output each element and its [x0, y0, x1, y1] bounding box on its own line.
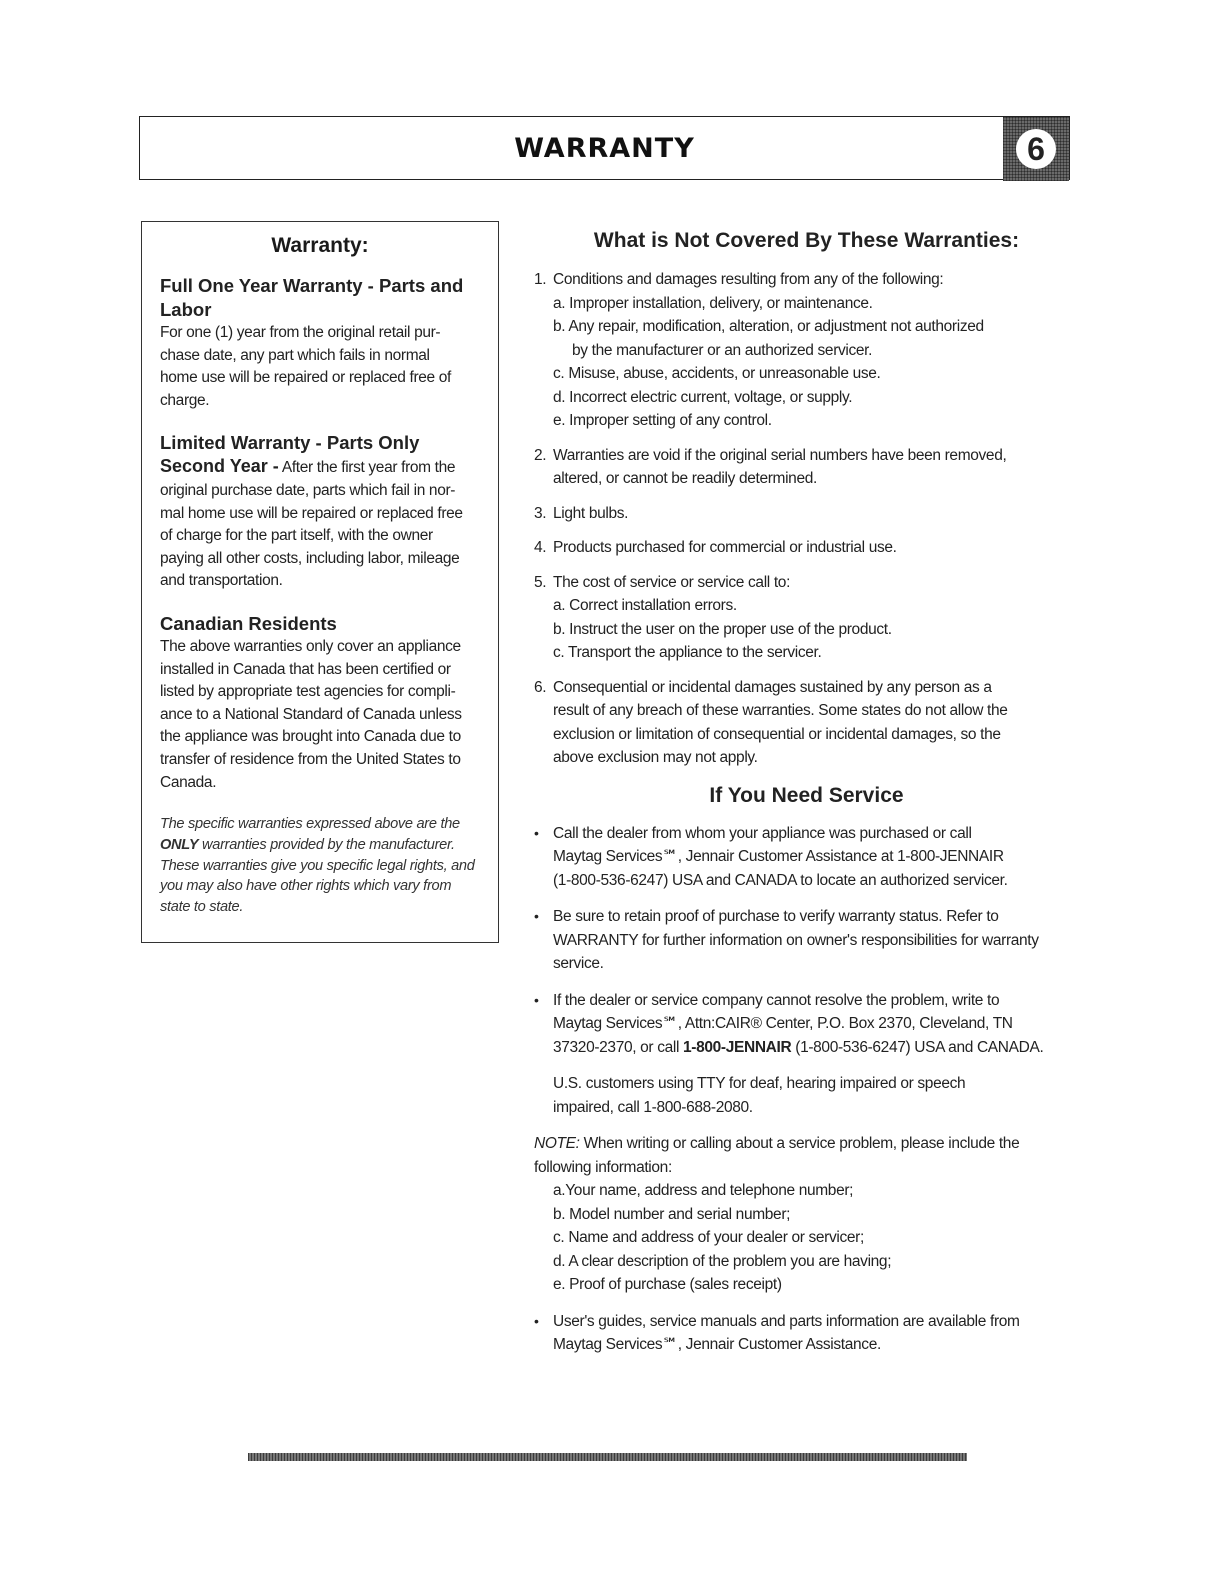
list-item: 4. Products purchased for commercial or industrial use.: [534, 539, 897, 556]
list-item: 2. Warranties are void if the original serial numbers have been removed, altered, or cannot be readily determined.: [534, 446, 1007, 487]
limited-warranty-heading: Limited Warranty - Parts Only: [160, 432, 420, 454]
warranty-box-title: Warranty:: [271, 234, 369, 257]
list-item: • Be sure to retain proof of purchase to verify warranty status. Refer to WARRANTY for further information on owner's responsibilities for warranty service.: [534, 908, 1039, 972]
note-block: NOTE: When writing or calling about a service problem, please include the following information: a.Your name, address and telephone number; b. Model number and serial number; c. Name and address of your dealer or servicer; d. A clear description of the problem you are having; e. Proof of purchase (sales receipt): [534, 1135, 1020, 1293]
list-item: 3. Light bulbs.: [534, 504, 629, 522]
list-item: • User's guides, service manuals and parts information are available from Maytag Services℠, Jennair Customer Assistance.: [534, 1312, 1020, 1353]
full-warranty-heading: Full One Year Warranty - Parts and Labor: [160, 275, 464, 320]
not-covered-heading: What is Not Covered By These Warranties:: [593, 229, 1020, 252]
list-item: • If the dealer or service company cannot resolve the problem, write to Maytag Services℠, Attn:CAIR® Center, P.O. Box 2370, Cleveland, TN 37320-2370, or call 1-800-JENNAIR (1-800-536-6247) USA and CANADA.: [534, 991, 1044, 1056]
section-header: [139, 116, 1070, 180]
canadian-residents-text: The above warranties only cover an appliance installed in Canada that has been certified or listed by appropriate test agencies for compli- ance to a National Standard of Canada unless the appliance was brought into Canada due to transfer of residence from the United States to Canada.: [160, 637, 462, 791]
right-column: [534, 229, 1079, 1370]
chapter-badge: [1003, 117, 1069, 181]
list-item: • Call the dealer from whom your appliance was purchased or call Maytag Services℠, Jennair Customer Assistance at 1-800-JENNAIR (1-800-536-6247) USA and CANADA to locate an authorized servicer.: [534, 824, 1008, 889]
list-item: 6. Consequential or incidental damages sustained by any person as a result of any breach of these warranties. Some states do not allow the exclusion or limitation of consequential or incidental damages, so the above exclusion may not apply.: [534, 678, 1008, 766]
service-heading: If You Need Service: [709, 783, 904, 807]
warranty-disclaimer: The specific warranties expressed above are the ONLY warranties provided by the manufacturer. These warranties give you specific legal rights, and you may also have other rights which vary from state to state.: [160, 816, 475, 916]
second-year-label: Second Year -: [160, 456, 279, 477]
warranty-box: [141, 221, 499, 943]
list-item: 5. The cost of service or service call to: a. Correct installation errors. b. Instruct the user on the proper use of the product. c. Transport the appliance to the servicer.: [534, 573, 892, 661]
canadian-residents-heading: Canadian Residents: [160, 612, 337, 634]
limited-warranty-text: Second Year - After the first year from the original purchase date, parts which fail in nor- mal home use will be repaired or replaced free of charge for the part itself, with the owner paying all other costs, including labor, mileage and transportation.: [160, 456, 463, 590]
footer-bar: [248, 1453, 967, 1461]
chapter-number: 6: [1016, 129, 1056, 169]
list-item: 1. Conditions and damages resulting from any of the following: a. Improper installation, delivery, or maintenance. b. Any repair, modification, alteration, or adjustment not authorized by the manufacturer or an authorized servicer. c. Misuse, abuse, accidents, or unreasonable use. d. Incorrect electric current, voltage, or supply. e. Improper setting of any control.: [534, 271, 984, 429]
page-title: WARRANTY: [514, 133, 695, 164]
tty-info: U.S. customers using TTY for deaf, hearing impaired or speech impaired, call 1-800-688-2080.: [553, 1075, 966, 1116]
full-warranty-text: For one (1) year from the original retail pur- chase date, any part which fails in normal home use will be repaired or replaced free of charge.: [160, 324, 451, 409]
